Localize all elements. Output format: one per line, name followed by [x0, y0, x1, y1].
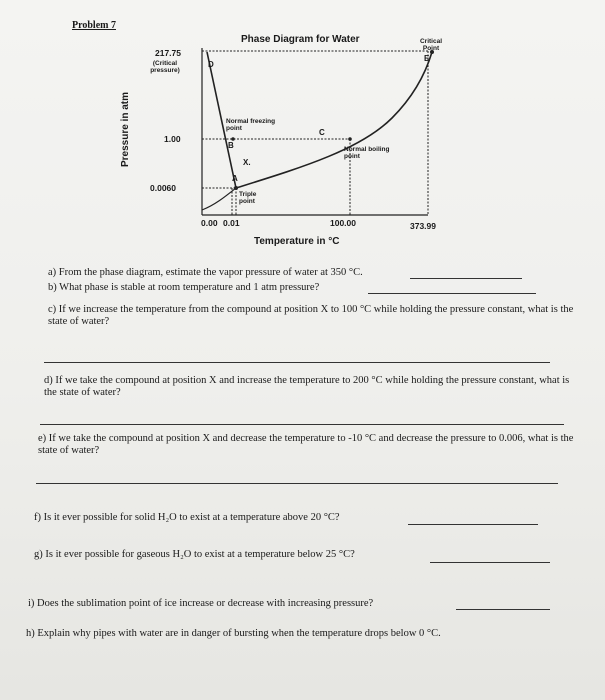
x-tick-triple: 0.01 [223, 218, 240, 228]
answer-line-i[interactable] [456, 609, 550, 610]
normal-freezing-label: Normal freezing point [226, 118, 276, 132]
question-b: b) What phase is stable at room temperature and 1 atm pressure? [48, 282, 320, 293]
problem-title: Problem 7 [72, 20, 116, 31]
question-e: e) If we take the compound at position X and decrease the temperature to -10 °C and decrease the pressure to 0.006, what is the state of water? [38, 433, 574, 456]
x-tick-zero: 0.00 [201, 218, 218, 228]
point-b-label: B [228, 141, 234, 150]
critical-pressure-note: (Critical pressure) [150, 60, 180, 74]
triple-point-label: Triple point [239, 191, 257, 205]
boiling-point-dot [348, 137, 352, 141]
x-axis-label: Temperature in °C [254, 236, 340, 247]
y-tick-triple: 0.0060 [150, 183, 176, 193]
answer-line-a[interactable] [410, 278, 522, 279]
answer-line-f[interactable] [408, 524, 538, 525]
question-c: c) If we increase the temperature from the compound at position X to 100 °C while holding the pressure constant, what is the state of water? [48, 304, 574, 327]
answer-line-g[interactable] [430, 562, 550, 563]
question-h: h) Explain why pipes with water are in danger of bursting when the temperature drops below 0 °C. [26, 628, 441, 639]
point-x-label: X. [243, 158, 251, 167]
answer-line-b[interactable] [368, 293, 536, 294]
x-tick-boiling: 100.00 [330, 218, 356, 228]
answer-line-c[interactable] [44, 362, 550, 363]
y-tick-one-atm: 1.00 [164, 134, 181, 144]
phase-diagram [0, 0, 605, 260]
point-d-label: D [208, 60, 214, 69]
solid-gas-boundary [202, 188, 236, 210]
question-a: a) From the phase diagram, estimate the vapor pressure of water at 350 °C. [48, 267, 363, 278]
point-e-label: E [424, 54, 430, 63]
normal-boiling-label: Normal boiling point [344, 146, 390, 160]
point-c-label: C [319, 128, 325, 137]
diagram-title: Phase Diagram for Water [241, 34, 360, 45]
x-tick-critical: 373.99 [410, 221, 436, 231]
answer-line-d[interactable] [40, 424, 564, 425]
question-d: d) If we take the compound at position X and increase the temperature to 200 °C while holding the pressure constant, what is the state of water? [44, 375, 570, 398]
answer-line-e[interactable] [36, 483, 558, 484]
point-a-label: A [232, 174, 238, 183]
question-f: f) Is it ever possible for solid H₂O to exist at a temperature above 20 °C? [34, 512, 340, 523]
y-axis-label: Pressure in atm [120, 91, 132, 168]
question-g: g) Is it ever possible for gaseous H₂O to exist at a temperature below 25 °C? [34, 549, 355, 560]
triple-point-dot [234, 186, 238, 190]
critical-point-label: Critical Point [419, 38, 443, 52]
question-i: i) Does the sublimation point of ice increase or decrease with increasing pressure? [28, 598, 374, 609]
y-tick-critical: 217.75 [155, 48, 181, 58]
